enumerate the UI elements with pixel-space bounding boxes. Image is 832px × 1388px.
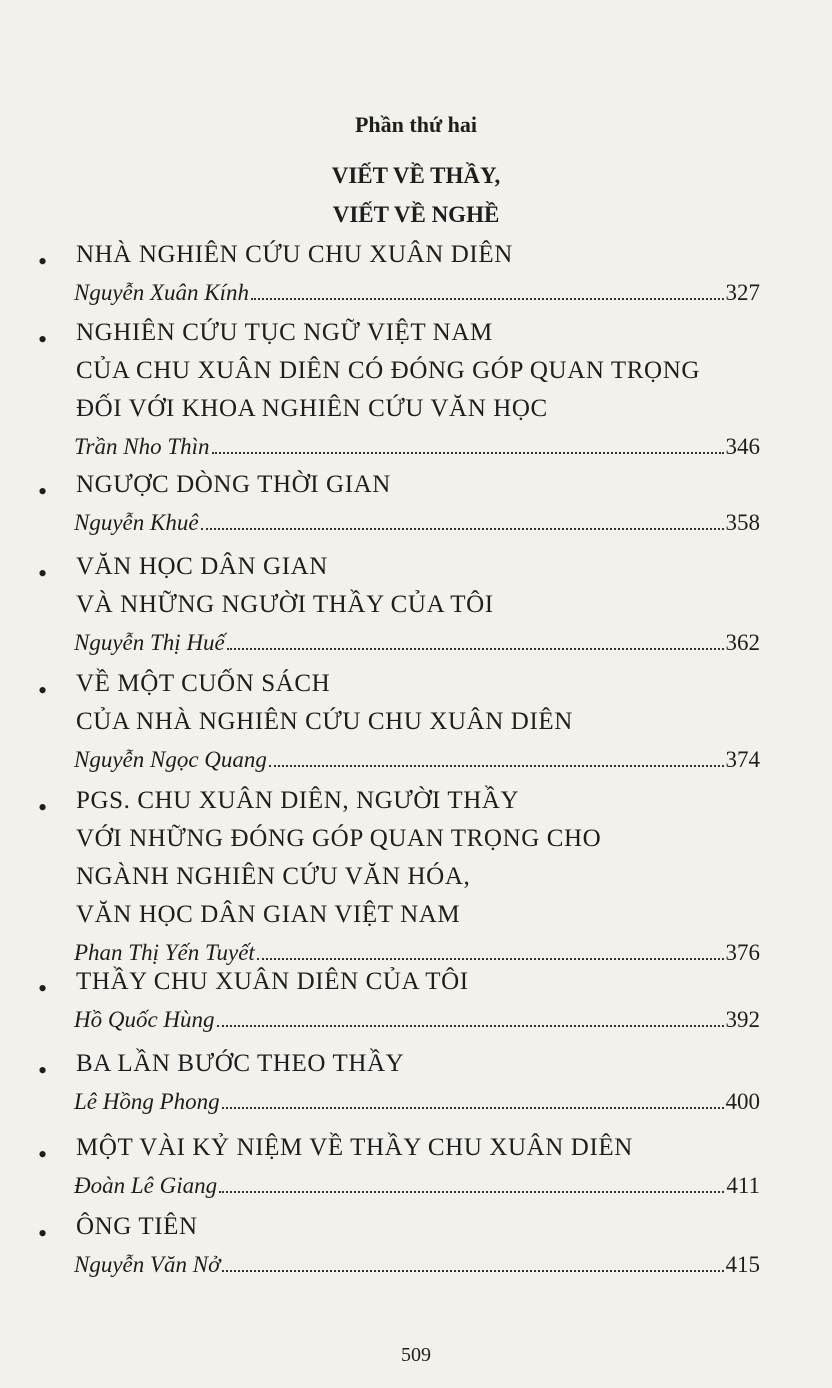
toc-entry-title-line: VÀ NHỮNG NGƯỜI THẦY CỦA TÔI — [76, 591, 494, 618]
toc-entry-page: 327 — [725, 280, 760, 305]
toc-entry-page: 374 — [725, 747, 760, 772]
toc-entry-author: Phan Thị Yến Tuyết — [74, 940, 255, 965]
toc-entry-title-line: VĂN HỌC DÂN GIAN — [76, 553, 328, 580]
dot-leader — [217, 1024, 724, 1027]
toc-entry-title-line: NGÀNH NGHIÊN CỨU VĂN HÓA, — [76, 863, 471, 890]
dot-leader — [257, 957, 724, 960]
bullet: • — [38, 247, 48, 276]
bullet: • — [38, 676, 48, 705]
part-heading: Phần thứ hai — [354, 112, 478, 137]
dot-leader — [201, 527, 724, 530]
dot-leader — [222, 1106, 724, 1109]
toc-entry-title-line: CỦA CHU XUÂN DIÊN CÓ ĐÓNG GÓP QUAN TRỌNG — [76, 357, 701, 384]
dot-leader — [251, 297, 723, 300]
toc-entry-page: 376 — [725, 940, 760, 965]
toc-entry-author-row — [74, 1085, 760, 1115]
toc-entry-page: 358 — [725, 510, 760, 535]
toc-entry-page: 411 — [726, 1173, 760, 1198]
toc-entry-title-line: NHÀ NGHIÊN CỨU CHU XUÂN DIÊN — [76, 241, 513, 268]
toc-entry-author: Hồ Quốc Hùng — [74, 1007, 215, 1032]
bullet: • — [38, 477, 48, 506]
bullet: • — [38, 974, 48, 1003]
dot-leader — [269, 764, 724, 767]
dot-leader — [219, 1190, 724, 1193]
toc-entry-author-row — [74, 506, 760, 536]
toc-entry-author-row — [74, 626, 760, 656]
toc-entry-title-line: VỚI NHỮNG ĐÓNG GÓP QUAN TRỌNG CHO — [76, 825, 602, 852]
bullet: • — [38, 325, 48, 354]
toc-entry-title-line: ĐỐI VỚI KHOA NGHIÊN CỨU VĂN HỌC — [76, 395, 548, 422]
toc-entry-author-row — [74, 1003, 760, 1033]
section-title-line-2: VIẾT VỀ NGHỀ — [332, 202, 500, 227]
toc-entry-author: Nguyễn Thị Huế — [74, 630, 225, 655]
toc-entry-title-line: VỀ MỘT CUỐN SÁCH — [76, 670, 331, 697]
toc-entry-author-row — [74, 1169, 760, 1199]
toc-entry-author-row — [74, 1248, 760, 1278]
toc-entry-author: Lê Hồng Phong — [74, 1089, 220, 1114]
bullet: • — [38, 559, 48, 588]
toc-entry-author-row — [74, 743, 760, 773]
dot-leader — [227, 647, 724, 650]
toc-entry-title-line: VĂN HỌC DÂN GIAN VIỆT NAM — [76, 901, 461, 928]
toc-entry-title-line: ÔNG TIÊN — [76, 1213, 198, 1240]
toc-entry-author: Đoàn Lê Giang — [74, 1173, 218, 1198]
toc-entry-author: Nguyễn Văn Nở — [74, 1252, 221, 1277]
toc-entry-page: 392 — [725, 1007, 760, 1032]
toc-entry-author-row — [74, 276, 760, 306]
bullet: • — [38, 1219, 48, 1248]
toc-entry-title-line: BA LẦN BƯỚC THEO THẦY — [76, 1050, 405, 1077]
toc-entry-page: 400 — [725, 1089, 760, 1114]
toc-entry-author-row — [74, 936, 760, 966]
toc-entry-author-row — [74, 430, 760, 460]
toc-entry-title-line: PGS. CHU XUÂN DIÊN, NGƯỜI THẦY — [76, 787, 520, 814]
section-title — [0, 156, 832, 234]
page-number: 509 — [401, 1344, 431, 1366]
toc-entry-author: Nguyễn Xuân Kính — [74, 280, 250, 305]
bullet: • — [38, 793, 48, 822]
toc-entry-page: 346 — [725, 434, 760, 459]
dot-leader — [212, 451, 724, 454]
toc-entry-title-line: MỘT VÀI KỶ NIỆM VỀ THẦY CHU XUÂN DIÊN — [76, 1134, 633, 1161]
toc-entry-author: Trần Nho Thìn — [74, 434, 210, 459]
bullet: • — [38, 1056, 48, 1085]
dot-leader — [222, 1269, 723, 1272]
toc-entry-title-line: NGƯỢC DÒNG THỜI GIAN — [76, 471, 391, 498]
toc-entry-title-line: CỦA NHÀ NGHIÊN CỨU CHU XUÂN DIÊN — [76, 708, 573, 735]
toc-entry-page: 362 — [725, 630, 760, 655]
bullet: • — [38, 1140, 48, 1169]
toc-entry-title-line: NGHIÊN CỨU TỤC NGỮ VIỆT NAM — [76, 319, 493, 346]
toc-entry-title-line: THẦY CHU XUÂN DIÊN CỦA TÔI — [76, 968, 469, 995]
toc-entry-author: Nguyễn Khuê — [74, 510, 199, 535]
section-title-line-1: VIẾT VỀ THẦY, — [331, 163, 501, 188]
toc-entry-author: Nguyễn Ngọc Quang — [74, 747, 267, 772]
toc-entry-page: 415 — [725, 1252, 760, 1277]
